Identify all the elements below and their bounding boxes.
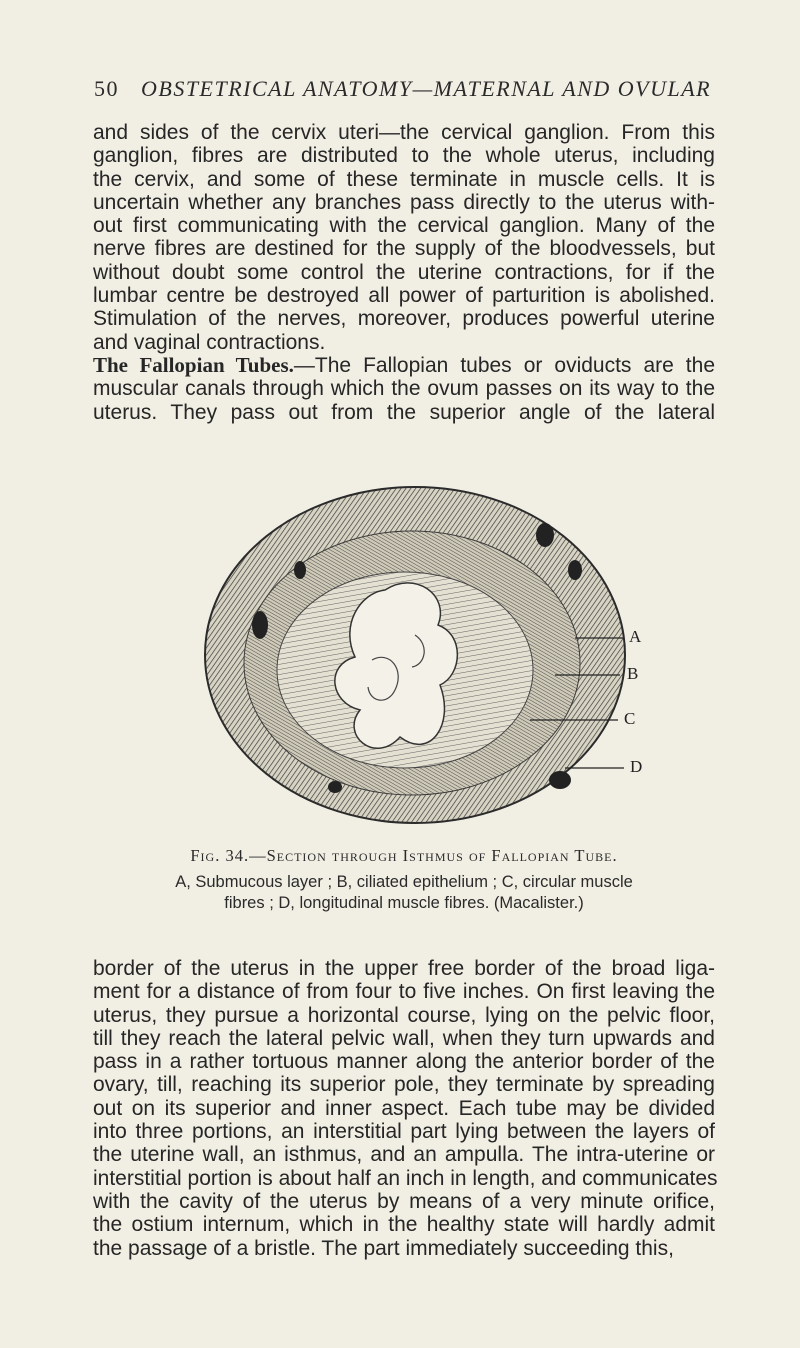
text-line: the passage of a bristle. The part immediately succeeding this,: [93, 1236, 674, 1260]
figure-label-d: D: [630, 757, 643, 776]
text-line: out first communicating with the cervical ganglion. Many of the: [93, 214, 715, 238]
text-line: the ostium internum, which in the healthy state will hardly admit: [93, 1213, 715, 1237]
caption-title-text: Fig. 34.—Section through Isthmus of Fallopian Tube.: [190, 846, 618, 865]
figure-caption-title: [93, 846, 715, 866]
blood-vessel: [568, 560, 582, 580]
caption-line: fibres ; D, longitudinal muscle fibres. (Macalister.): [224, 894, 584, 912]
text-line: uterus. They pass out from the superior angle of the lateral: [93, 400, 715, 424]
text-line: without doubt some control the uterine contractions, for if the: [93, 260, 715, 284]
text-line: ment for a distance of from four to five inches. On first leaving the: [93, 980, 715, 1004]
text-line: till they reach the lateral pelvic wall, when they turn upwards and: [93, 1026, 715, 1050]
blood-vessel: [252, 611, 268, 639]
blood-vessel: [549, 771, 571, 789]
text-line: and sides of the cervix uteri—the cervical ganglion. From this: [93, 121, 715, 144]
paragraph-fallopian-intro: [93, 354, 715, 424]
text-line: the cervix, and some of these terminate in muscle cells. It is: [93, 167, 715, 191]
running-title: OBSTETRICAL ANATOMY—MATERNAL AND OVULAR: [141, 76, 712, 101]
blood-vessel: [536, 523, 554, 547]
figure-caption: [93, 872, 715, 914]
text-line: out on its superior and inner aspect. Each tube may be divided: [93, 1096, 715, 1120]
figure-label-b: B: [627, 664, 639, 683]
text-line: into three portions, an interstitial part lying between the layers of: [93, 1120, 715, 1144]
text-line: uterus, they pursue a horizontal course, lying on the pelvic floor,: [93, 1003, 715, 1027]
paragraph-nerves: [93, 121, 715, 354]
caption-line: A, Submucous layer ; B, ciliated epithelium ; C, circular muscle: [175, 873, 633, 891]
heading-continuation: —The Fallopian tubes or oviducts are the: [293, 354, 716, 377]
running-head: [94, 76, 711, 102]
text-line: pass in a rather tortuous manner along the anterior border of the: [93, 1050, 715, 1074]
paragraph-fallopian-course: [93, 957, 718, 1260]
text-line: uncertain whether any branches pass directly to the uterus with-: [93, 190, 715, 214]
tube-section-illustration: [200, 475, 670, 835]
text-line: lumbar centre be destroyed all power of parturition is abolished.: [93, 284, 715, 308]
blood-vessel: [294, 561, 306, 579]
text-line: [93, 354, 715, 377]
text-line: and vaginal contractions.: [93, 330, 326, 354]
text-line: muscular canals through which the ovum passes on its way to the: [93, 377, 715, 401]
text-line: with the cavity of the uterus by means of a very minute orifice,: [93, 1189, 715, 1213]
text-line: border of the uterus in the upper free border of the broad liga-: [93, 957, 715, 980]
figure-tube-section: [200, 475, 670, 835]
text-line: ovary, till, reaching its superior pole, they terminate by spreading: [93, 1073, 715, 1097]
figure-label-c: C: [624, 709, 636, 728]
text-line: interstitial portion is about half an inch in length, and communicates: [93, 1166, 718, 1190]
text-line: Stimulation of the nerves, moreover, produces powerful uterine: [93, 307, 715, 331]
figure-label-a: A: [629, 627, 642, 646]
section-heading: The Fallopian Tubes.: [93, 353, 294, 377]
text-line: nerve fibres are destined for the supply of the bloodvessels, but: [93, 237, 715, 261]
text-line: ganglion, fibres are distributed to the whole uterus, including: [93, 144, 715, 168]
text-line: the uterine wall, an isthmus, and an ampulla. The intra-uterine or: [93, 1143, 715, 1167]
page-number: 50: [94, 76, 119, 101]
blood-vessel: [328, 781, 342, 793]
